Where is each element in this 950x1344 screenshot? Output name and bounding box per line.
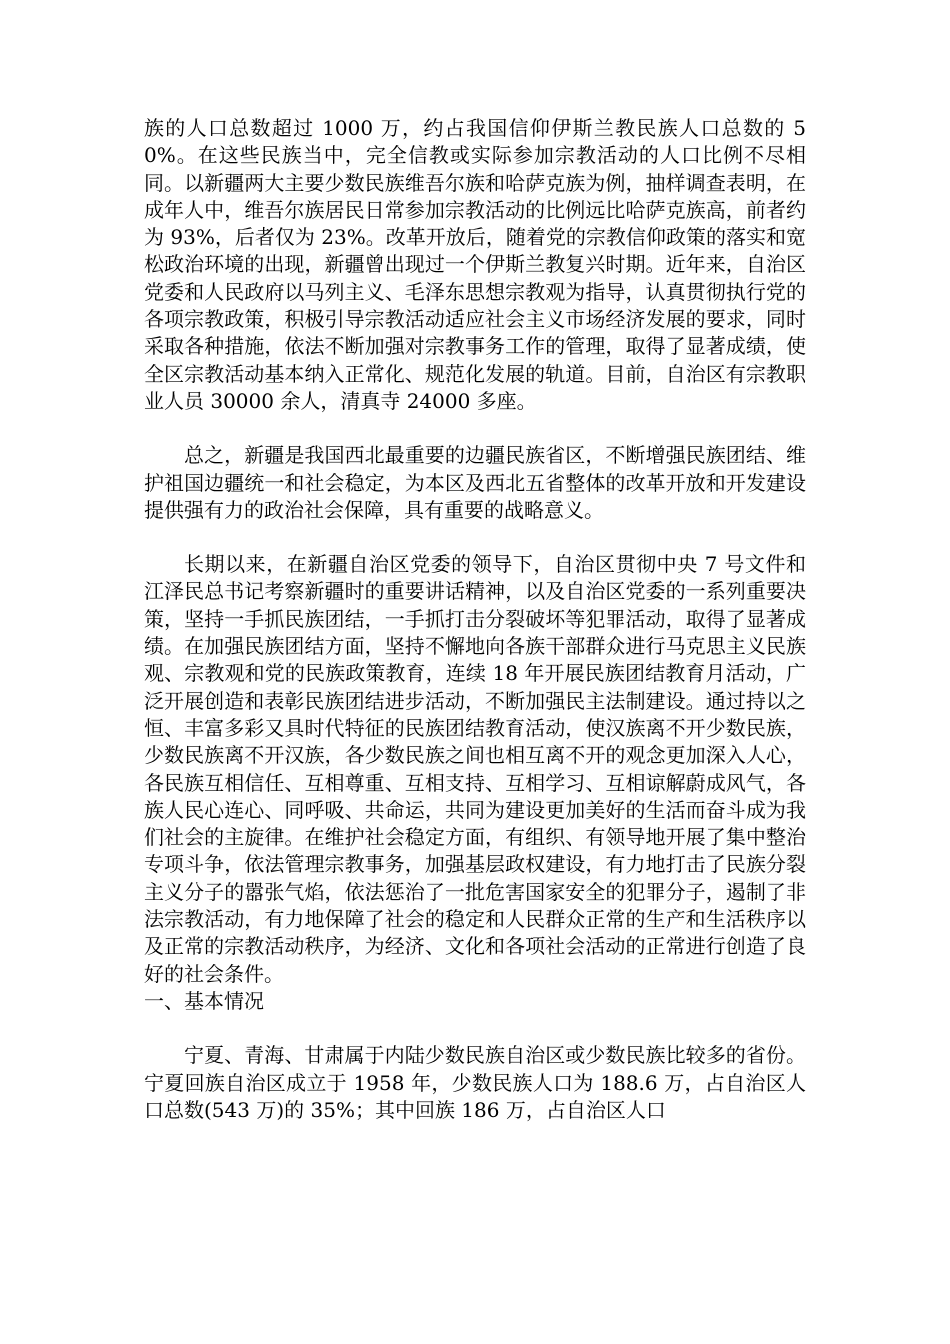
paragraph-ningxia-qinghai-gansu: 宁夏、青海、甘肃属于内陆少数民族自治区或少数民族比较多的省份。宁夏回族自治区成立于 1958 年，少数民族人口为 188.6 万，占自治区人口总数(543 万)的 35%；其中回族 186 万，占自治区人口 bbox=[144, 1043, 806, 1122]
paragraph-ethnic-unity-achievements: 长期以来，在新疆自治区党委的领导下，自治区贯彻中央 7 号文件和江泽民总书记考察新疆时的重要讲话精神，以及自治区党委的一系列重要决策，坚持一手抓民族团结，一手抓打击分裂破坏等犯罪活动，取得了显著成绩。在加强民族团结方面，坚持不懈地向各族干部群众进行马克思主义民族观、宗教观和党的民族政策教育，连续 18 年开展民族团结教育月活动，广泛开展创造和表彰民族团结进步活动，不断加强民主法制建设。通过持以之恒、丰富多彩又具时代特征的民族团结教育活动，使汉族离不开少数民族，少数民族离不开汉族，各少数民族之间也相互离不开的观念更加深入人心，各民族互相信任、互相尊重、互相支持、互相学习、互相谅解蔚成风气，各族人民心连心、同呼吸、共命运，共同为建设更加美好的生活而奋斗成为我们社会的主旋律。在维护社会稳定方面，有组织、有领导地开展了集中整治专项斗争，依法管理宗教事务，加强基层政权建设，有力地打击了民族分裂主义分子的嚣张气焰，依法惩治了一批危害国家安全的犯罪分子，遏制了非法宗教活动，有力地保障了社会的稳定和人民群众正常的生产和生活秩序以及正常的宗教活动秩序，为经济、文化和各项社会活动的正常进行创造了良好的社会条件。 bbox=[144, 552, 806, 986]
section-heading: 一、基本情况 bbox=[144, 988, 264, 1013]
document-body bbox=[144, 115, 806, 1124]
paragraph-strategic-significance: 总之，新疆是我国西北最重要的边疆民族省区，不断增强民族团结、维护祖国边疆统一和社会稳定，为本区及西北五省整体的改革开放和开发建设提供强有力的政治社会保障，具有重要的战略意义。 bbox=[144, 443, 806, 522]
paragraph-islam-population: 族的人口总数超过 1000 万，约占我国信仰伊斯兰教民族人口总数的 50%。在这些民族当中，完全信教或实际参加宗教活动的人口比例不尽相同。以新疆两大主要少数民族维吾尔族和哈萨克族为例，抽样调查表明，在成年人中，维吾尔族居民日常参加宗教活动的比例远比哈萨克族高，前者约为 93%，后者仅为 23%。改革开放后，随着党的宗教信仰政策的落实和宽松政治环境的出现，新疆曾出现过一个伊斯兰教复兴时期。近年来，自治区党委和人民政府以马列主义、毛泽东思想宗教观为指导，认真贯彻执行党的各项宗教政策，积极引导宗教活动适应社会主义市场经济发展的要求，同时采取各种措施，依法不断加强对宗教事务工作的管理，取得了显著成绩，使全区宗教活动基本纳入正常化、规范化发展的轨道。目前，自治区有宗教职业人员 30000 余人，清真寺 24000 多座。 bbox=[144, 116, 806, 413]
